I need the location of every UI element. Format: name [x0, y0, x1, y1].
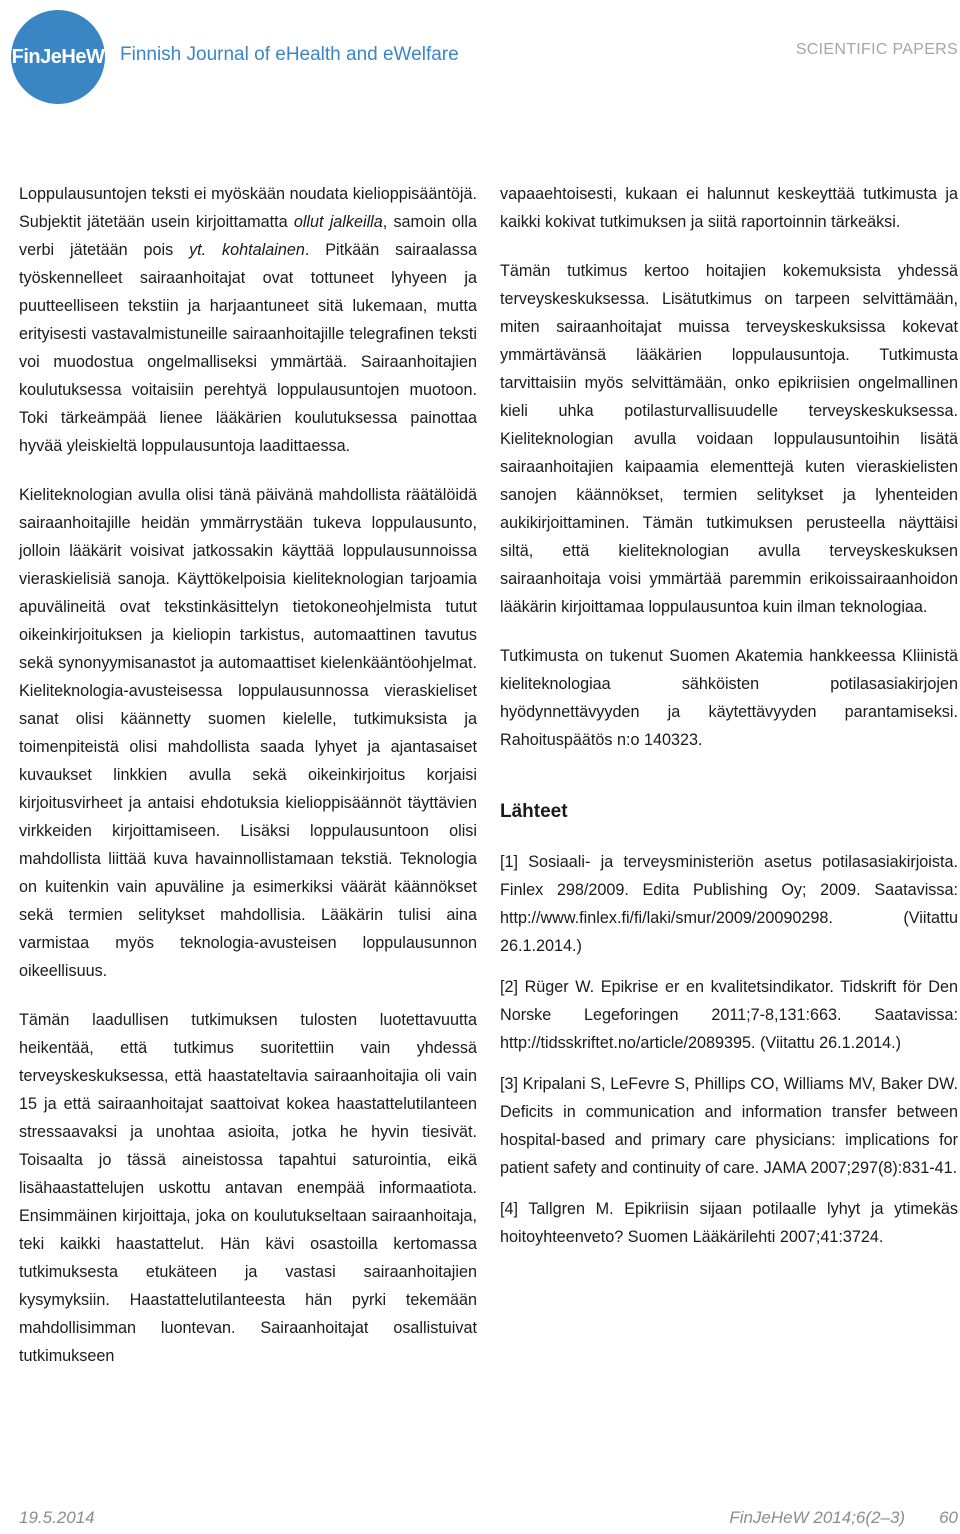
paragraph: Tämän laadullisen tutkimuksen tulosten luotettavuutta heikentää, että tutkimus suoritettiin vain yhdessä terveyskeskuksessa, että haastateltavia sairaanhoitajia oli vain 15 ja että sairaanhoitajat saattoivat kokea haastattelutilanteen stressaavaksi ja unohtaa asioita, jotka he hyvin tiesivät. Toisaalta jo tässä aineistossa tapahtui saturointia, eikä lisähaastattelujen uskottu antavan enempää informaatiota. Ensimmäinen kirjoittaja, joka on koulutukseltaan sairaanhoitaja, teki kaikki haastattelut. Hän kävi osastoilla kertomassa tutkimuksesta etukäteen ja vastasi sairaanhoitajien kysymyksiin. Haastattelutilanteesta hän pyrki tekemään mahdollisimman luontevan. Sairaanhoitajat osallistuivat tutkimukseen [19, 1011, 477, 1365]
paragraph: vapaaehtoisesti, kukaan ei halunnut keskeyttää tutkimusta ja kaikki kokivat tutkimuksen ja siitä raportoinnin tärkeäksi. [500, 185, 958, 231]
reference-item: [4] Tallgren M. Epikriisin sijaan potilaalle lyhyt ja ytimekäs hoitoyhteenveto? Suomen Lääkärilehti 2007;41:3724. [500, 1200, 958, 1246]
italic-example: ollut jalkeilla [293, 213, 383, 231]
paragraph [19, 180, 477, 460]
footer-date: 19.5.2014 [19, 1508, 95, 1527]
paragraph: Kieliteknologian avulla olisi tänä päivänä mahdollista räätälöidä sairaanhoitajille heidän ymmärrystään tukeva loppulausunto, jolloin lääkärit voisivat jatkossakin käyttää loppulausunnoissa vieraskielisiä sanoja. Käyttökelpoisia kieliteknologian tarjoamia apuvälineitä ovat tekstinkäsittelyn tietokoneohjelmista tutut oikeinkirjoituksen ja kieliopin tarkistus, automaattinen tavutus sekä synonyymisanastot ja automaattiset kielenkääntöohjelmat. Kieliteknologia-avusteisessa loppulausunnossa vieraskieliset sanat olisi käännetty suomen kielelle, tutkimuksista ja toimenpiteistä olisi mahdollista saada lyhyet ja ajantasaiset kuvaukset linkkien avulla sekä oikeinkirjoitus korjaisi kirjoitusvirheet ja antaisi ehdotuksia kielioppisäännöt täyttävien virkkeiden kirjoittamiseen. Lisäksi loppulausuntoon olisi mahdollista liittää kuva havainnollistamaan tekstiä. Teknologia on kuitenkin vain apuväline ja esimerkiksi väärät käännökset sekä termien selitykset mahdollisia. Lääkärin tulisi aina varmistaa myös teknologia-avusteisen loppulausunnon oikeellisuus. [19, 486, 477, 980]
text-run: Loppulausuntojen teksti ei myöskään noudata kielioppisääntöjä. Subjektit jätetään usein kirjoittamatta [19, 185, 477, 231]
italic-example: yt. kohtalainen [189, 241, 305, 259]
right-column [500, 180, 958, 1264]
section-label: SCIENTIFIC PAPERS [795, 41, 958, 58]
logo-text: FinJeHeW [11, 45, 105, 68]
paragraph: Tämän tutkimus kertoo hoitajien kokemuksista yhdessä terveyskeskuksessa. Lisätutkimus on tarpeen selvittämään, miten sairaanhoitajat muissa terveyskeskuksissa kokevat ymmärtävänsä lääkärien loppulausuntoja. Tutkimusta tarvittaisiin myös selvittämään, onko epikriisien ongelmallinen kieli uhka potilasturvallisuudelle terveyskeskuksessa. Kieliteknologian avulla voidaan loppulausuntoihin lisätä sairaanhoitajien kaipaamia elementtejä kuten vieraskielisten sanojen käännökset, termien selitykset ja lyhenteiden aukikirjoittaminen. Tämän tutkimuksen perusteella näyttäisi siltä, että kieliteknologian avulla terveyskeskuksen sairaanhoitaja voisi ymmärtää paremmin erikoissairaanhoidon lääkärin kirjoittamaa loppulausuntoa kuin ilman teknologiaa. [500, 262, 958, 616]
references-heading: Lähteet [500, 801, 568, 822]
reference-item: [1] Sosiaali- ja terveysministeriön asetus potilasasiakirjoista. Finlex 298/2009. Edita Publishing Oy; 2009. Saatavissa: http://www.finlex.fi/fi/laki/smur/2009/20090298. (Viitattu 26.1.2014.) [500, 853, 958, 955]
text-run: . Pitkään sairaalassa työskennelleet sairaanhoitajat ovat tottuneet lyhyeen ja puutteelliseen tekstiin ja harjaantuneet sitä lukemaan, mutta erityisesti vastavalmistuneille sairaanhoitajille telegrafinen teksti voi muodostua ongelmalliseksi ymmärtää. Sairaanhoitajien koulutuksessa voitaisiin perehtyä loppulausuntojen muotoon. Toki tärkeämpää lienee lääkärien koulutuksessa painottaa hyvää yleiskieltä loppulausuntoja laadittaessa. [19, 241, 477, 455]
reference-item: [3] Kripalani S, LeFevre S, Phillips CO, Williams MV, Baker DW. Deficits in communication and information transfer between hospital-based and primary care physicians: implications for patient safety and continuity of care. JAMA 2007;297(8):831-41. [500, 1075, 958, 1177]
journal-title: Finnish Journal of eHealth and eWelfare [120, 44, 459, 65]
text-run: , samoin olla verbi jätetään pois [19, 213, 477, 259]
left-column [19, 180, 477, 1391]
footer-citation [729, 1508, 958, 1528]
journal-logo [11, 10, 105, 104]
reference-item: [2] Rüger W. Epikrise er en kvalitetsindikator. Tidskrift för Den Norske Legeforingen 2011;7-8,131:663. Saatavissa: http://tidsskriftet.no/article/2089395. (Viitattu 26.1.2014.) [500, 978, 958, 1052]
citation-text: FinJeHeW 2014;6(2–3) [729, 1508, 906, 1527]
paragraph: Tutkimusta on tukenut Suomen Akatemia hankkeessa Kliinistä kieliteknologiaa sähköisten potilasasiakirjojen hyödynnettävyyden ja käytettävyyden parantamiseksi. Rahoituspäätös n:o 140323. [500, 647, 958, 749]
page-number: 60 [939, 1508, 958, 1527]
